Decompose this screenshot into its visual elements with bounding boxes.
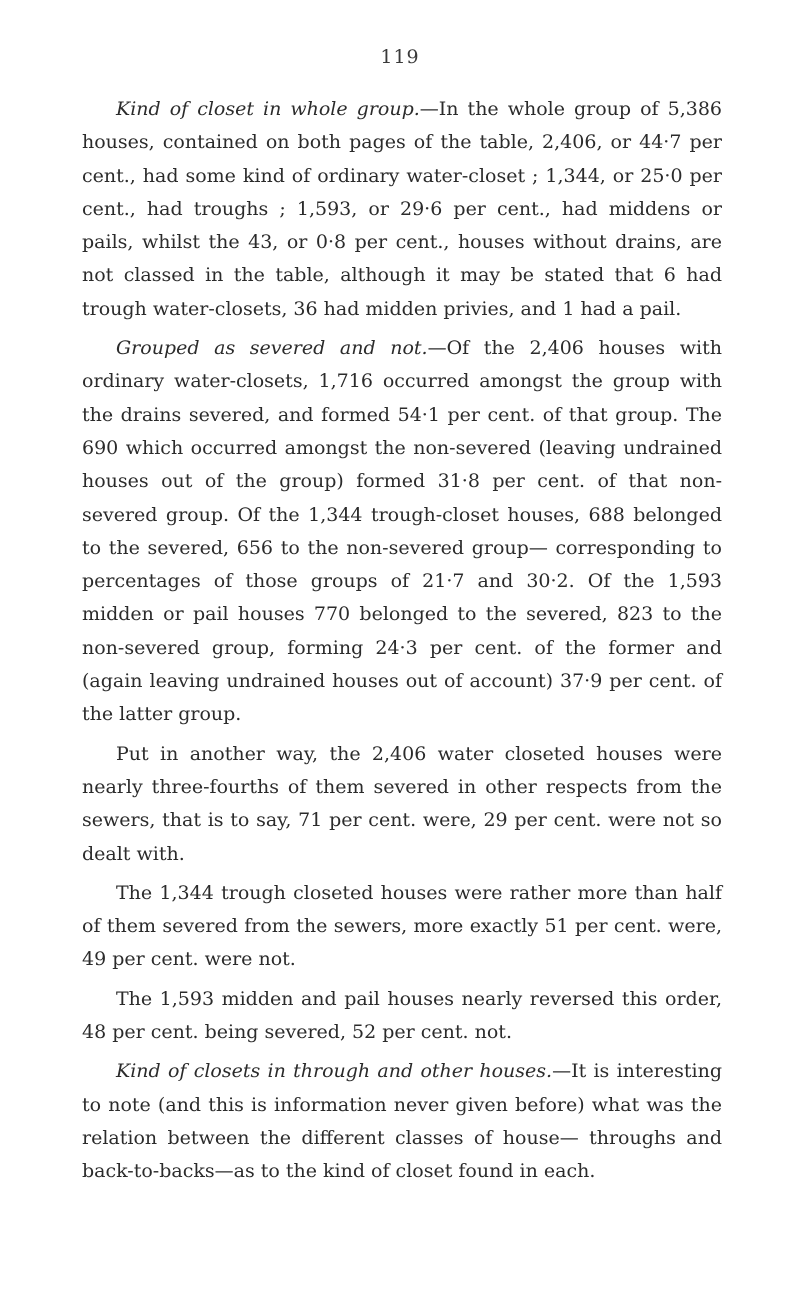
paragraph-heading: Kind of closets in through and other houses. <box>116 1060 553 1083</box>
paragraph-grouped-severed <box>82 332 722 732</box>
paragraph-body: The 1,344 trough closeted houses were rather more than half of them severed from the sewers, more exactly 51 per cent. were, 49 per cent. were not. <box>82 881 722 971</box>
paragraph-midden-pail <box>82 983 722 1050</box>
paragraph-water-closeted <box>82 738 722 871</box>
paragraph-body: Put in another way, the 2,406 water closeted houses were nearly three-fourths of them severed in other respects from the sewers, that is to say, 71 per cent. were, 29 per cent. were not so dealt with. <box>82 742 722 865</box>
paragraph-body: —Of the 2,406 houses with ordinary water-closets, 1,716 occurred amongst the group with the drains severed, and formed 54·1 per cent. of that group. The 690 which occurred amongst the non-severed (leaving undrained houses out of the group) formed 31·8 per cent. of that non-severed group. Of the 1,344 trough-closet houses, 688 belonged to the severed, 656 to the non-severed group— corresponding to percentages of those groups of 21·7 and 30·2. Of the 1,593 midden or pail houses 770 belonged to the severed, 823 to the non-severed group, forming 24·3 per cent. of the former and (again leaving undrained houses out of account) 37·9 per cent. of the latter group. <box>82 337 722 726</box>
paragraph-body: —It is interesting to note (and this is information never given before) what was the relation between the different classes of house— throughs and back-to-backs—as to the kind of closet found in each. <box>82 1060 722 1183</box>
paragraph-body: —In the whole group of 5,386 houses, contained on both pages of the table, 2,406, or 44·7 per cent., had some kind of ordinary water-closet ; 1,344, or 25·0 per cent., had troughs ; 1,593, or 29·6 per cent., had middens or pails, whilst the 43, or 0·8 per cent., houses without drains, are not classed in the table, although it may be stated that 6 had trough water-closets, 36 had midden privies, and 1 had a pail. <box>82 98 722 320</box>
paragraph-trough-closeted <box>82 877 722 977</box>
paragraph-through-houses <box>82 1055 722 1188</box>
paragraph-body: The 1,593 midden and pail houses nearly reversed this order, 48 per cent. being severed, 52 per cent. not. <box>82 987 722 1044</box>
paragraph-heading: Kind of closet in whole group. <box>116 98 420 120</box>
body-text <box>82 93 722 1195</box>
paragraph-heading: Grouped as severed and not. <box>116 337 428 360</box>
paragraph-closet-whole-group <box>82 93 722 326</box>
page-number: 119 <box>380 46 420 68</box>
